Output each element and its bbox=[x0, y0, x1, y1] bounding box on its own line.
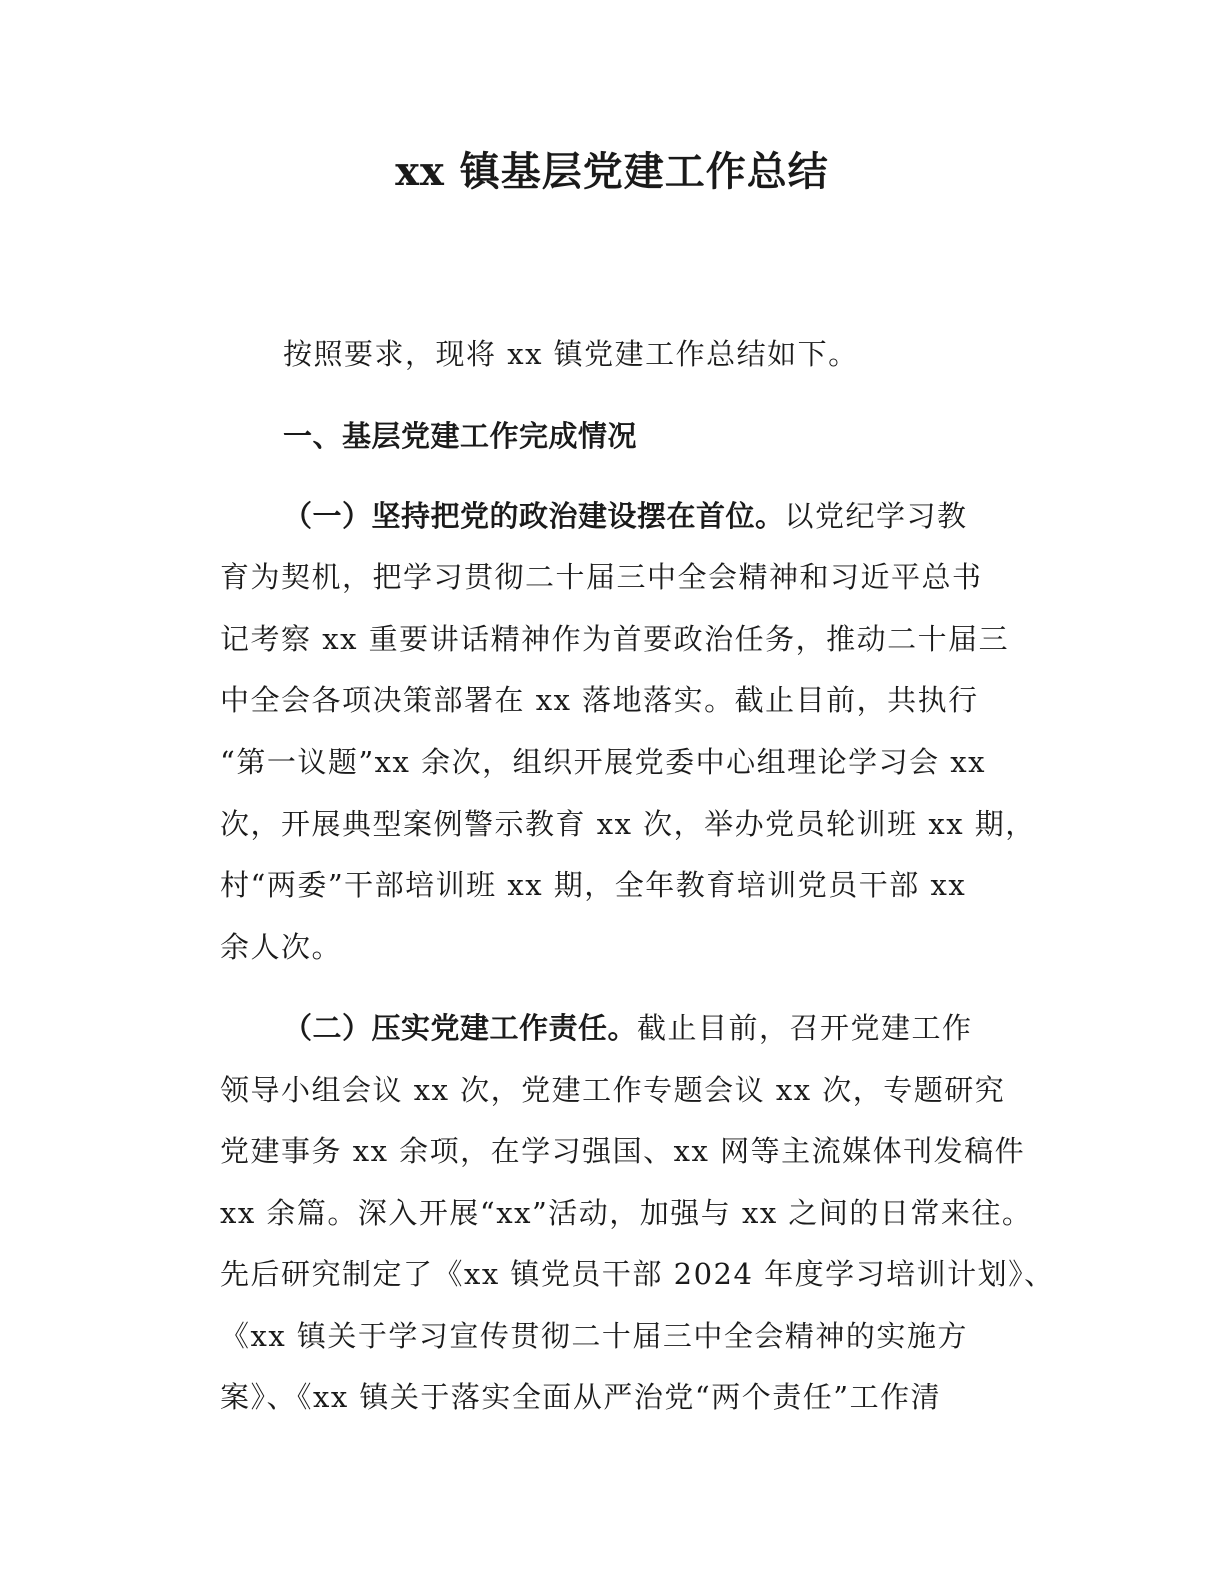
para2-first-line bbox=[283, 1008, 973, 1048]
para1-line: 村“两委”干部培训班 xx 期，全年教育培训党员干部 xx bbox=[220, 868, 967, 902]
para1-line: 育为契机，把学习贯彻二十届三中全会精神和习近平总书 bbox=[220, 560, 983, 594]
para1-line1-rest: 以党纪学习教 bbox=[784, 499, 968, 533]
document-title: xx 镇基层党建工作总结 bbox=[395, 148, 829, 195]
para1-line: 记考察 xx 重要讲话精神作为首要政治任务，推动二十届三 bbox=[220, 622, 1010, 656]
para1-line: 次，开展典型案例警示教育 xx 次，举办党员轮训班 xx 期， bbox=[220, 807, 1036, 841]
para2-line: 先后研究制定了《xx 镇党员干部 2024 年度学习培训计划》、 bbox=[220, 1257, 1055, 1291]
para1-first-line bbox=[283, 496, 968, 536]
para2-line: 领导小组会议 xx 次，党建工作专题会议 xx 次，专题研究 bbox=[220, 1073, 1006, 1107]
intro-paragraph: 按照要求，现将 xx 镇党建工作总结如下。 bbox=[283, 337, 859, 371]
para1-line: 中全会各项决策部署在 xx 落地落实。截止目前，共执行 bbox=[220, 683, 979, 717]
para2-line: 《xx 镇关于学习宣传贯彻二十届三中全会精神的实施方 bbox=[220, 1319, 968, 1353]
para2-lead: （二）压实党建工作责任。 bbox=[283, 1011, 638, 1045]
para1-line: 余人次。 bbox=[220, 930, 343, 964]
para2-line: 党建事务 xx 余项，在学习强国、xx 网等主流媒体刊发稿件 bbox=[220, 1134, 1026, 1168]
para2-line1-rest: 截止目前，召开党建工作 bbox=[637, 1011, 973, 1045]
para1-lead: （一）坚持把党的政治建设摆在首位。 bbox=[283, 499, 785, 533]
para2-line: 案》、《xx 镇关于落实全面从严治党“两个责任”工作清 bbox=[220, 1380, 942, 1414]
section-heading-1: 一、基层党建工作完成情况 bbox=[283, 419, 638, 453]
para2-line: xx 余篇。深入开展“xx”活动，加强与 xx 之间的日常来往。 bbox=[220, 1196, 1033, 1230]
para1-line: “第一议题”xx 余次，组织开展党委中心组理论学习会 xx bbox=[220, 745, 987, 779]
